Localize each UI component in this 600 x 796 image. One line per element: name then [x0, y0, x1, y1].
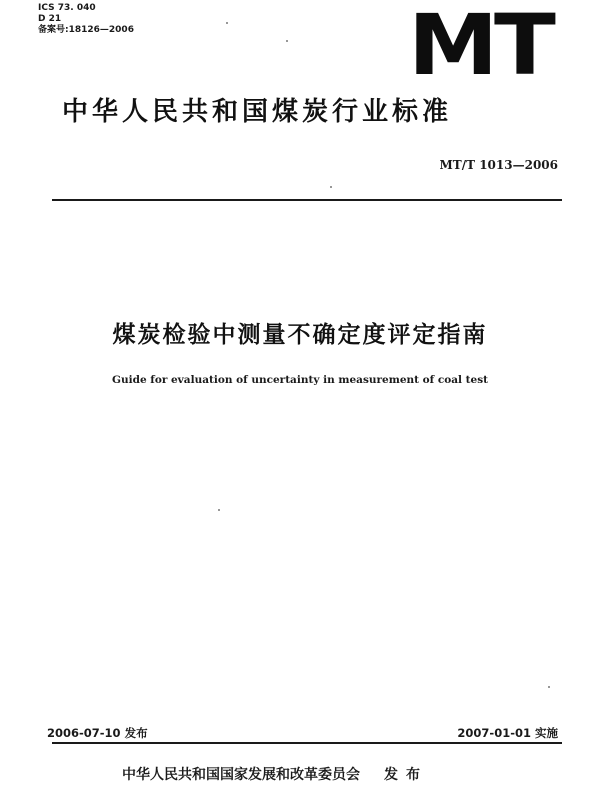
record-number: 备案号:18126—2006 — [38, 25, 134, 35]
bottom-divider — [52, 742, 562, 744]
top-divider — [52, 199, 562, 201]
publisher — [122, 764, 428, 784]
scan-speck — [330, 186, 332, 188]
scan-speck — [226, 22, 228, 24]
document-title-en: Guide for evaluation of uncertainty in measurement of coal test — [112, 374, 488, 386]
org-title: 中华人民共和国煤炭行业标准 — [62, 97, 453, 127]
publisher-name: 中华人民共和国国家发展和改革委员会 — [122, 767, 360, 783]
document-title-cn: 煤炭检验中测量不确定度评定指南 — [112, 322, 488, 348]
scan-speck — [548, 686, 550, 688]
scan-speck — [286, 40, 288, 42]
publish-date: 2006-07-10 发布 — [47, 726, 148, 740]
mt-logo: MT — [408, 0, 552, 94]
effective-date: 2007-01-01 实施 — [457, 726, 558, 740]
publisher-issue: 发布 — [384, 767, 428, 783]
scan-speck — [218, 509, 220, 511]
classification-code: D 21 — [38, 14, 62, 24]
ics-code: ICS 73. 040 — [38, 3, 96, 13]
header-meta — [38, 3, 134, 36]
standard-number: MT/T 1013—2006 — [439, 158, 558, 172]
